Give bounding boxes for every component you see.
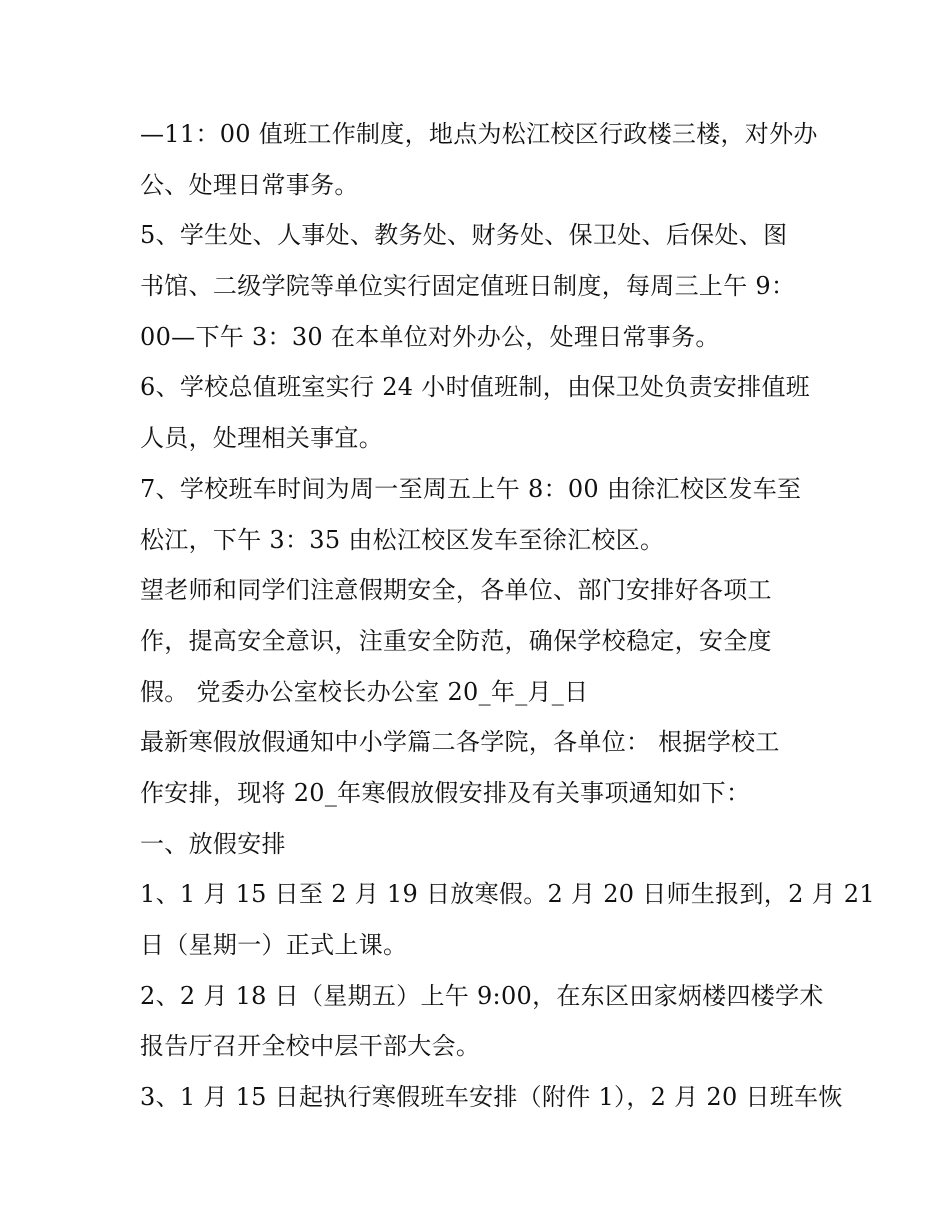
text-line: 7、学校班车时间为周一至周五上午 8：00 由徐汇校区发车至	[140, 474, 802, 503]
text-line: 假。 党委办公室校长办公室 20_年_月_日	[140, 677, 589, 706]
text-line: 作，提高安全意识，注重安全防范，确保学校稳定，安全度	[140, 626, 772, 655]
text-line: 2、2 月 18 日（星期五）上午 9:00，在东区田家炳楼四楼学术	[140, 981, 824, 1010]
text-line: 最新寒假放假通知中小学篇二各学院，各单位： 根据学校工	[140, 728, 780, 757]
text-line: 书馆、二级学院等单位实行固定值班日制度，每周三上午 9：	[140, 272, 796, 301]
text-line: 望老师和同学们注意假期安全，各单位、部门安排好各项工	[140, 576, 772, 605]
text-line: 3、1 月 15 日起执行寒假班车安排（附件 1），2 月 20 日班车恢	[140, 1083, 843, 1112]
text-line: —11：00 值班工作制度，地点为松江校区行政楼三楼，对外办	[140, 120, 818, 148]
document-body	[140, 109, 875, 1123]
text-line: 人员，处理相关事宜。	[140, 424, 383, 453]
text-line: 公、处理日常事务。	[140, 170, 359, 199]
text-line: 6、学校总值班室实行 24 小时值班制，由保卫处负责安排值班	[140, 373, 811, 402]
section-heading: 一、放假安排	[140, 829, 286, 858]
text-line: 5、学生处、人事处、教务处、财务处、保卫处、后保处、图	[140, 221, 788, 250]
text-line: 松江，下午 3：35 由松江校区发车至徐汇校区。	[140, 525, 665, 554]
text-line: 00—下午 3：30 在本单位对外办公，处理日常事务。	[140, 322, 720, 351]
text-line: 日（星期一）正式上课。	[140, 931, 408, 959]
text-line: 1、1 月 15 日至 2 月 19 日放寒假。2 月 20 日师生报到，2 月 21	[140, 880, 875, 909]
text-line: 报告厅召开全校中层干部大会。	[140, 1032, 481, 1061]
text-line: 作安排，现将 20_年寒假放假安排及有关事项通知如下：	[140, 778, 751, 807]
